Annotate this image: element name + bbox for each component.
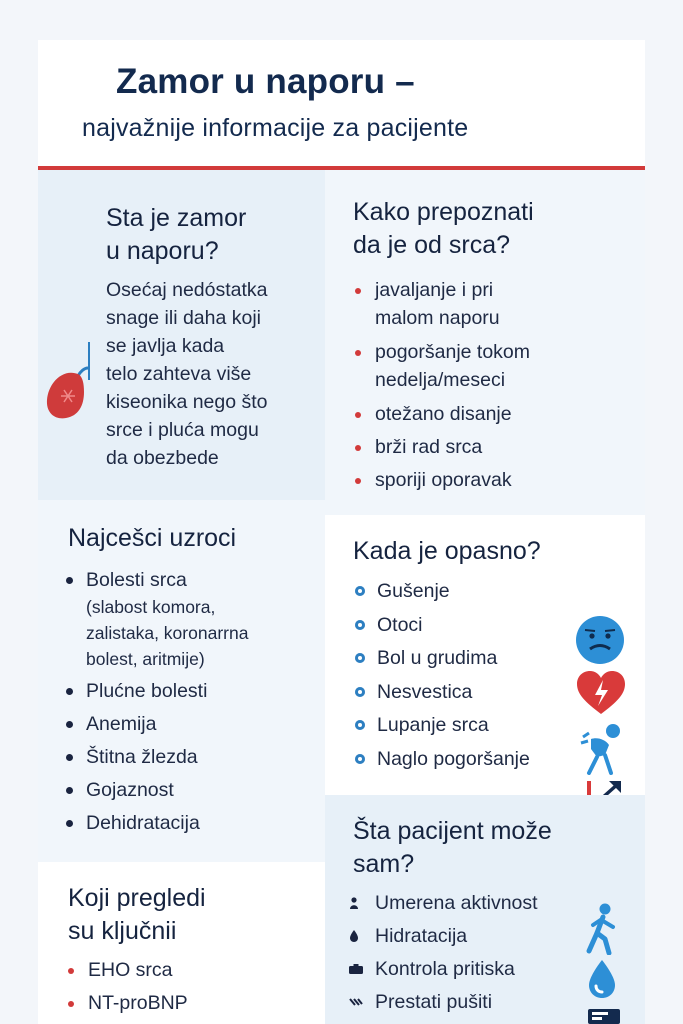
- exams-heading: [68, 882, 206, 948]
- list-item: Otoci: [377, 611, 530, 639]
- what-is-heading: [106, 202, 246, 268]
- list-item: [375, 276, 530, 332]
- list-item: [375, 338, 530, 394]
- list-item-text: malom naporu: [375, 307, 500, 329]
- what-is-text-line: Osećaj nedóstatka: [106, 279, 268, 301]
- panel-what-is: [38, 170, 325, 500]
- heart-pain-icon: [575, 670, 627, 716]
- exams-heading-line1: Koji pregledi: [68, 884, 206, 912]
- list-item: brži rad srca: [375, 433, 530, 461]
- list-item-text: nedelja/meseci: [375, 369, 506, 391]
- recognize-list: [375, 276, 530, 494]
- what-is-text-line: se javlja kada: [106, 335, 225, 357]
- drop-bullet-icon: [349, 930, 359, 942]
- recognize-heading: [353, 196, 534, 262]
- list-item: NT-proBNP: [88, 989, 188, 1017]
- exams-heading-line2: su ključnii: [68, 917, 177, 945]
- list-item-text: Kontrola pritiska: [375, 958, 515, 980]
- list-item: sporiji oporavak: [375, 466, 530, 494]
- list-item: Gušenje: [377, 577, 530, 605]
- what-is-text-line: da obezbede: [106, 447, 219, 469]
- what-is-text-line: kiseonika nego što: [106, 391, 268, 413]
- list-item: EHO srca: [88, 956, 188, 984]
- self-care-heading-line2: sam?: [353, 850, 415, 878]
- danger-heading: Kada je opasno?: [353, 537, 541, 565]
- page-title: Zamor u naporu –: [116, 62, 415, 101]
- list-item: Nesvestica: [377, 678, 530, 706]
- lung-icon: [44, 338, 98, 422]
- exams-list: [88, 956, 188, 1017]
- list-item-text: javaljanje i pri: [375, 279, 494, 301]
- list-item-subtext: (slabost komora,: [86, 597, 216, 617]
- panel-recognize: [325, 170, 645, 515]
- list-item: Gojaznost: [86, 776, 248, 804]
- list-item-text: Prestati pušiti: [375, 991, 493, 1013]
- list-item: Naglo pogoršanje: [377, 745, 530, 773]
- causes-heading: Najcešci uzroci: [68, 524, 237, 552]
- causes-list: [86, 566, 248, 837]
- panel-exams: [38, 862, 325, 1024]
- danger-list: [377, 577, 530, 773]
- briefcase-bullet-icon: [349, 964, 363, 974]
- what-is-heading-line2: u naporu?: [106, 237, 219, 265]
- recognize-heading-line1: Kako prepoznati: [353, 198, 534, 226]
- what-is-text-line: snage ili daha koji: [106, 307, 262, 329]
- panel-causes: [38, 500, 325, 862]
- panel-danger: [325, 515, 645, 795]
- self-care-heading-line1: Šta pacijent može: [353, 817, 552, 845]
- sad-face-icon: [575, 615, 625, 665]
- list-item-subtext: bolest, aritmije): [86, 649, 205, 669]
- list-item: Štitna žlezda: [86, 743, 248, 771]
- walking-person-icon: [583, 903, 619, 955]
- recognize-heading-line2: da je od srca?: [353, 231, 511, 259]
- list-item: Anemija: [86, 710, 248, 738]
- list-item: Lupanje srca: [377, 711, 530, 739]
- list-item: Plućne bolesti: [86, 677, 248, 705]
- infographic: [38, 40, 645, 1024]
- list-item: otežano disanje: [375, 400, 530, 428]
- blood-pressure-monitor-icon: [587, 1009, 621, 1024]
- list-item: Bol u grudima: [377, 644, 530, 672]
- self-care-heading: [353, 815, 552, 881]
- what-is-heading-line1: Sta je zamor: [106, 204, 247, 232]
- list-item-subtext: zalistaka, koronarrna: [86, 623, 249, 643]
- list-item: [86, 566, 248, 672]
- no-smoking-bullet-icon: [349, 997, 363, 1007]
- list-item-text: Hidratacija: [375, 925, 468, 947]
- header: [38, 40, 645, 167]
- list-item-text: Umerena aktivnost: [375, 892, 538, 914]
- person-bullet-icon: [349, 897, 359, 909]
- what-is-text: [106, 276, 268, 472]
- panel-self-care: [325, 795, 645, 1024]
- what-is-text-line: telo zahteva više: [106, 363, 252, 385]
- page-subtitle: najvažnije informacije za pacijente: [82, 114, 469, 142]
- water-drop-icon: [587, 959, 617, 999]
- list-item-text: pogoršanje tokom: [375, 341, 531, 363]
- list-item-text: Bolesti srca: [86, 569, 187, 591]
- fainting-person-icon: [577, 723, 625, 775]
- what-is-text-line: srce i pluća mogu: [106, 419, 259, 441]
- list-item: Dehidratacija: [86, 809, 248, 837]
